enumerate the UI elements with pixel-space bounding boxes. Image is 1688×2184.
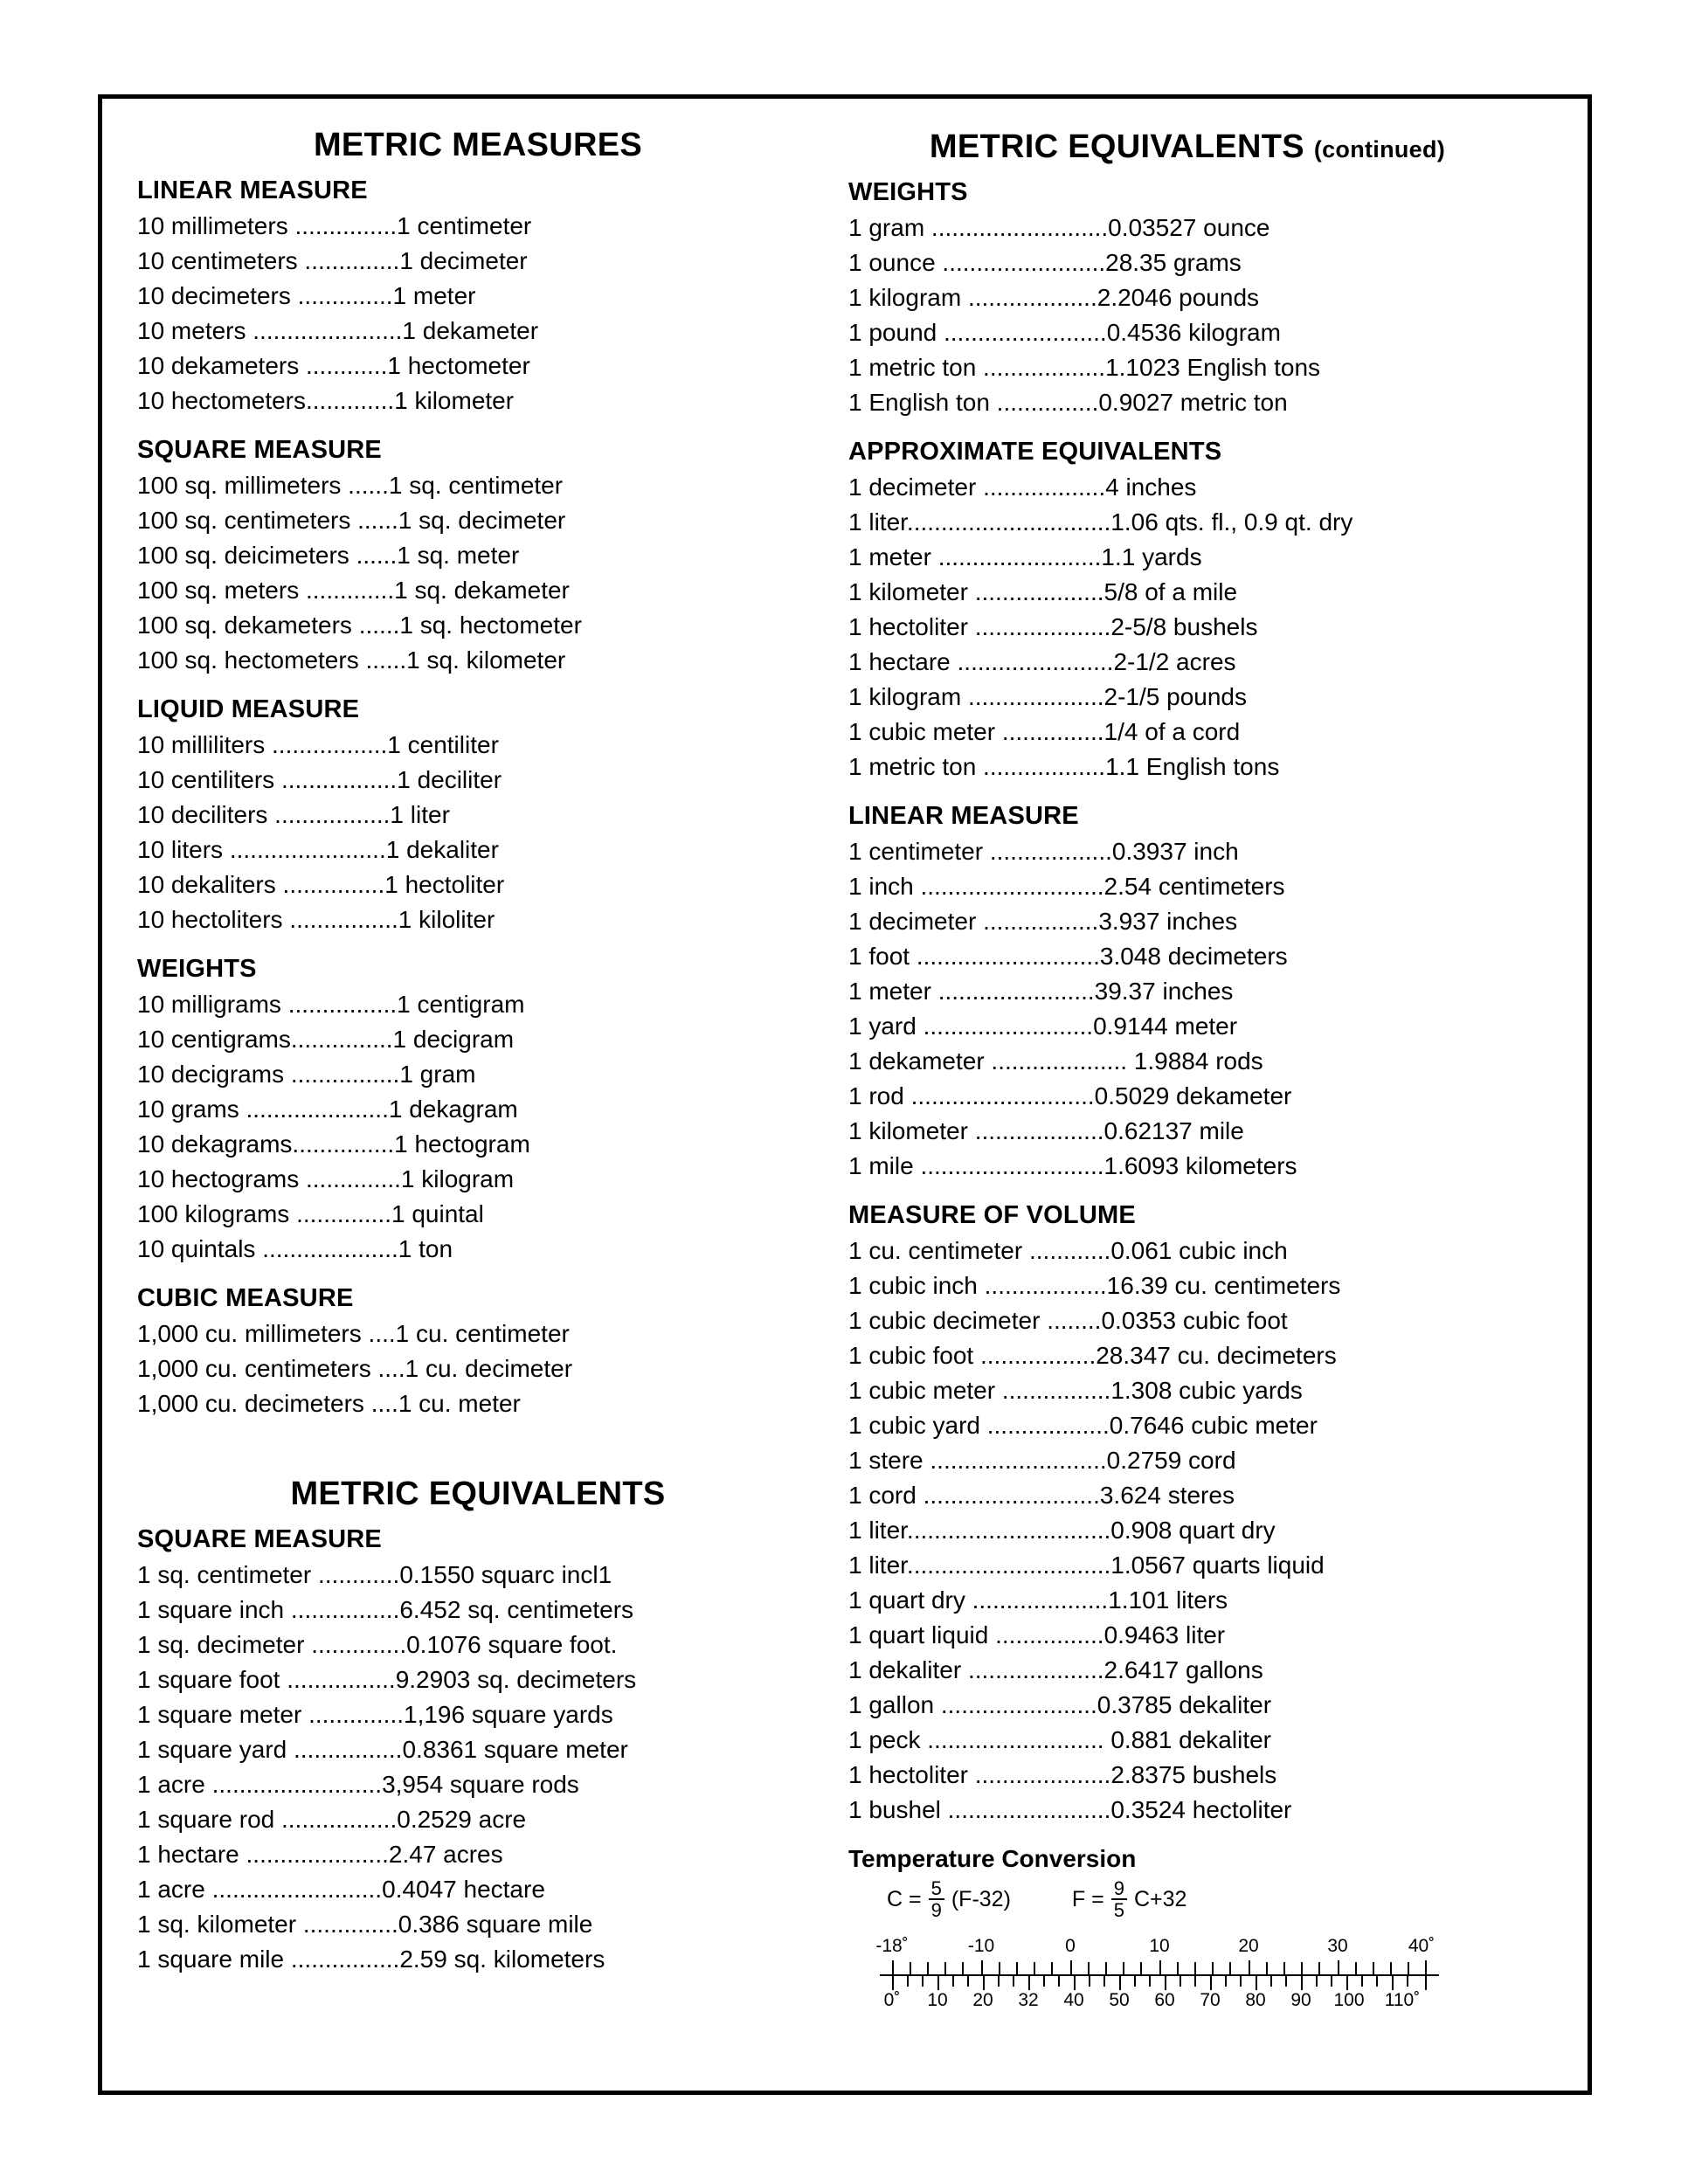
ruler-tick [1361, 1976, 1363, 1987]
conversion-row: 100 sq. meters .............1 sq. dekameter [137, 577, 570, 604]
ruler-graphic [880, 1960, 1439, 1990]
conversion-row: 1 liter..............................1.06 qts. fl., 0.9 qt. dry [848, 508, 1353, 536]
ruler-tick [1058, 1976, 1060, 1987]
section-square-measure-equivalents [137, 1525, 819, 1977]
section-approximate-equivalents [848, 438, 1526, 784]
ruler-tick [1028, 1976, 1030, 1990]
fraction-numerator: 5 [929, 1878, 944, 1900]
conversion-row: 1 ounce ........................28.35 grams [848, 249, 1242, 276]
conversion-row: 10 centimeters ..............1 decimeter [137, 247, 528, 274]
two-column-layout [102, 99, 1588, 2091]
ruler-tick [1338, 1960, 1339, 1974]
conversion-row: 1 sq. centimeter ............0.1550 squarc incl1 [137, 1561, 612, 1588]
ruler-tick [1034, 1962, 1035, 1974]
conversion-row: 1 cubic decimeter ........0.0353 cubic foot [848, 1307, 1288, 1334]
conversion-row: 1 kilometer ...................0.62137 mile [848, 1117, 1244, 1144]
left-column [137, 123, 827, 2091]
ruler-tick [1346, 1976, 1348, 1990]
celsius-label: 0 [1065, 1936, 1076, 1957]
fraction-nine-fifths [1111, 1878, 1127, 1920]
conversion-row: 1 cubic foot .................28.347 cu. decimeters [848, 1342, 1337, 1369]
ruler-tick [1165, 1976, 1166, 1990]
conversion-list [848, 1234, 1526, 1828]
ruler-tick [1105, 1962, 1107, 1974]
fraction-five-ninths [929, 1878, 944, 1920]
ruler-tick [1240, 1976, 1242, 1987]
conversion-row: 1 liter..............................1.0567 quarts liquid [848, 1552, 1325, 1579]
ruler-tick [1407, 1976, 1408, 1987]
page-title-metric-equivalents: METRIC EQUIVALENTS [290, 1476, 666, 1512]
conversion-row: 100 sq. deicimeters ......1 sq. meter [137, 542, 520, 569]
conversion-row: 10 decimeters ..............1 meter [137, 282, 476, 309]
conversion-row: 100 sq. centimeters ......1 sq. decimeter [137, 507, 566, 534]
conversion-row: 1 kilogram ....................2-1/5 pounds [848, 683, 1247, 710]
conversion-row: 1,000 cu. millimeters ....1 cu. centimeter [137, 1320, 570, 1347]
conversion-list [848, 834, 1526, 1184]
conversion-row: 1 hectare .....................2.47 acres [137, 1841, 503, 1868]
conversion-list [848, 470, 1526, 784]
ruler-tick [907, 1976, 909, 1987]
celsius-label: -10 [967, 1936, 995, 1957]
fahrenheit-label: 60 [1154, 1990, 1175, 2011]
section-temperature-conversion [848, 1845, 1526, 2015]
temperature-conversion-heading: Temperature Conversion [848, 1845, 1137, 1872]
ruler-tick [892, 1960, 894, 1974]
conversion-row: 1 hectoliter ....................2-5/8 bushels [848, 613, 1258, 640]
fahrenheit-label: 32 [1018, 1990, 1039, 2011]
conversion-row: 1 meter .......................39.37 inches [848, 978, 1234, 1005]
conversion-list [137, 209, 819, 418]
conversion-row: 100 sq. millimeters ......1 sq. centimeter [137, 472, 564, 499]
ruler-tick [1177, 1962, 1179, 1974]
ruler-tick [1425, 1976, 1427, 1990]
section-heading: SQUARE MEASURE [137, 436, 382, 464]
ruler-tick [1194, 1976, 1196, 1987]
ruler-tick [1256, 1976, 1257, 1990]
conversion-row: 1 sq. kilometer ..............0.386 square mile [137, 1911, 593, 1938]
conversion-row: 1 decimeter ..................4 inches [848, 473, 1197, 501]
ruler-tick [1088, 1962, 1090, 1974]
fraction-denominator: 9 [930, 1899, 942, 1922]
conversion-row: 1 acre .........................3,954 square rods [137, 1771, 579, 1798]
spacer [137, 1439, 819, 1470]
conversion-row: 10 meters ......................1 dekameter [137, 317, 539, 344]
conversion-row: 1 kilometer ...................5/8 of a mile [848, 578, 1238, 605]
conversion-row: 1 sq. decimeter ..............0.1076 square foot. [137, 1631, 618, 1658]
conversion-row: 1 foot ...........................3.048 decimeters [848, 943, 1288, 970]
section-heading: WEIGHTS [137, 955, 257, 983]
ruler-tick [1051, 1962, 1053, 1974]
formula-celsius-lead: C = [887, 1886, 922, 1911]
conversion-row: 10 decigrams ................1 gram [137, 1061, 476, 1088]
ruler-tick [1331, 1976, 1332, 1987]
conversion-row: 1 hectare .......................2-1/2 acres [848, 648, 1236, 675]
conversion-list [137, 468, 819, 678]
conversion-list [137, 1558, 819, 1977]
ruler-tick [1159, 1960, 1161, 1974]
fahrenheit-label: 110˚ [1384, 1990, 1421, 2011]
ruler-tick [1134, 1976, 1136, 1987]
conversion-row: 1 kilogram ...................2.2046 pounds [848, 284, 1260, 311]
celsius-label: -18˚ [875, 1936, 909, 1957]
temperature-scale [848, 1936, 1526, 2015]
conversion-row: 1 square yard ................0.8361 square meter [137, 1736, 628, 1763]
conversion-row: 1 cubic inch ..................16.39 cu. centimeters [848, 1272, 1341, 1299]
ruler-tick [1212, 1962, 1214, 1974]
ruler-tick [1318, 1962, 1320, 1974]
conversion-row: 1 decimeter .................3.937 inches [848, 908, 1238, 935]
conversion-row: 1 square rod .................0.2529 acre [137, 1806, 527, 1833]
ruler-tick [1316, 1976, 1318, 1987]
section-heading: CUBIC MEASURE [137, 1284, 354, 1312]
ruler-tick [1123, 1962, 1124, 1974]
ruler-tick [952, 1976, 954, 1987]
conversion-row: 10 hectoliters ................1 kiloliter [137, 906, 495, 933]
ruler-tick [1408, 1962, 1409, 1974]
conversion-row: 1 quart dry ....................1.101 liters [848, 1586, 1228, 1614]
conversion-row: 1 yard .........................0.9144 meter [848, 1013, 1238, 1040]
conversion-row: 100 sq. hectometers ......1 sq. kilometer [137, 646, 566, 674]
ruler-tick [1074, 1976, 1076, 1990]
conversion-row: 1 peck .......................... 0.881 dekaliter [848, 1726, 1271, 1753]
conversion-row: 10 millimeters ...............1 centimeter [137, 212, 532, 239]
conversion-row: 10 dekagrams...............1 hectogram [137, 1130, 530, 1158]
formula-fahrenheit [1072, 1878, 1187, 1920]
ruler-tick [1210, 1976, 1212, 1990]
conversion-row: 100 sq. dekameters ......1 sq. hectometer [137, 612, 582, 639]
ruler-tick [937, 1976, 939, 1990]
fraction-numerator: 9 [1111, 1878, 1127, 1900]
fraction-denominator: 5 [1113, 1899, 1124, 1922]
fahrenheit-label: 70 [1200, 1990, 1221, 2011]
ruler-tick [962, 1962, 964, 1974]
ruler-tick [999, 1962, 1000, 1974]
ruler-tick [1376, 1976, 1378, 1987]
ruler-tick [1043, 1976, 1045, 1987]
conversion-row: 1 English ton ...............0.9027 metric ton [848, 389, 1288, 416]
ruler-tick [1180, 1976, 1181, 1987]
conversion-row: 1 gallon .......................0.3785 dekaliter [848, 1691, 1272, 1718]
title-main: METRIC EQUIVALENTS [929, 128, 1304, 165]
title-continued-suffix: (continued) [1313, 136, 1446, 162]
formula-celsius [887, 1878, 1011, 1920]
section-heading: WEIGHTS [848, 178, 968, 206]
ruler-tick [1301, 1962, 1303, 1974]
conversion-row: 1 inch ...........................2.54 centimeters [848, 873, 1285, 900]
conversion-row: 1 square mile ................2.59 sq. kilometers [137, 1946, 605, 1973]
ruler-tick [1229, 1962, 1231, 1974]
ruler-tick [927, 1962, 929, 1974]
section-weights [137, 955, 819, 1267]
ruler-tick [1390, 1962, 1392, 1974]
ruler-tick [1194, 1962, 1196, 1974]
celsius-label: 20 [1238, 1936, 1259, 1957]
ruler-tick [910, 1962, 911, 1974]
section-weights-equivalents [848, 178, 1526, 420]
ruler-tick [1373, 1962, 1374, 1974]
fahrenheit-label: 20 [972, 1990, 993, 2011]
ruler-tick [892, 1976, 894, 1990]
fahrenheit-label: 40 [1063, 1990, 1084, 2011]
ruler-tick [1301, 1976, 1303, 1990]
ruler-tick [981, 1960, 983, 1974]
conversion-row: 10 deciliters .................1 liter [137, 801, 450, 828]
conversion-row: 1 metric ton ..................1.1023 English tons [848, 354, 1321, 381]
fahrenheit-label: 10 [927, 1990, 948, 2011]
formula-fahrenheit-lead: F = [1071, 1886, 1104, 1911]
conversion-row: 1 cu. centimeter ............0.061 cubic inch [848, 1237, 1288, 1264]
conversion-row: 1 quart liquid ................0.9463 liter [848, 1621, 1226, 1648]
ruler-tick [1149, 1976, 1151, 1987]
celsius-label: 10 [1149, 1936, 1170, 1957]
ruler-axis [880, 1974, 1439, 1976]
conversion-row: 1 dekameter .................... 1.9884 rods [848, 1047, 1263, 1075]
ruler-tick [1089, 1976, 1090, 1987]
ruler-tick [1270, 1976, 1272, 1987]
formula-celsius-tail: (F-32) [951, 1886, 1011, 1911]
conversion-list [137, 987, 819, 1267]
formula-fahrenheit-tail: C+32 [1134, 1886, 1187, 1911]
ruler-tick [1140, 1962, 1142, 1974]
conversion-list [848, 211, 1526, 420]
fahrenheit-scale-labels [880, 1990, 1439, 2015]
celsius-label: 30 [1327, 1936, 1348, 1957]
ruler-tick [944, 1962, 946, 1974]
ruler-tick [1425, 1960, 1427, 1974]
ruler-tick [1013, 1976, 1014, 1987]
conversion-row: 1 mile ...........................1.6093 kilometers [848, 1152, 1297, 1179]
conversion-row: 1 hectoliter ....................2.8375 bushels [848, 1761, 1277, 1788]
conversion-row: 10 centigrams...............1 decigram [137, 1026, 515, 1053]
ruler-tick [983, 1976, 985, 1990]
conversion-row: 10 grams .....................1 dekagram [137, 1095, 518, 1123]
ruler-tick [1266, 1962, 1268, 1974]
section-heading: LINEAR MEASURE [848, 802, 1079, 830]
conversion-row: 1 meter ........................1.1 yards [848, 543, 1202, 570]
page-title-metric-measures: METRIC MEASURES [313, 127, 643, 163]
conversion-row: 1 cord ..........................3.624 steres [848, 1482, 1235, 1509]
fahrenheit-label: 90 [1290, 1990, 1311, 2011]
conversion-row: 1 square inch ................6.452 sq. centimeters [137, 1596, 634, 1623]
ruler-tick [1249, 1960, 1250, 1974]
ruler-tick [1355, 1962, 1357, 1974]
conversion-row: 10 quintals ....................1 ton [137, 1235, 453, 1262]
temperature-formulas [848, 1878, 1526, 1920]
conversion-row: 1 acre .........................0.4047 hectare [137, 1876, 545, 1903]
document-page [98, 94, 1592, 2095]
ruler-tick [1070, 1960, 1072, 1974]
ruler-tick [1392, 1976, 1394, 1990]
section-heading: LINEAR MEASURE [137, 176, 368, 204]
section-heading: MEASURE OF VOLUME [848, 1201, 1136, 1229]
conversion-row: 1 stere ..........................0.2759 cord [848, 1447, 1236, 1474]
right-column [827, 123, 1526, 2091]
conversion-row: 1,000 cu. decimeters ....1 cu. meter [137, 1390, 521, 1417]
ruler-tick [1016, 1962, 1018, 1974]
conversion-row: 1 metric ton ..................1.1 English tons [848, 753, 1280, 780]
section-square-measure [137, 436, 819, 678]
ruler-tick [998, 1976, 1000, 1987]
conversion-row: 1 bushel ........................0.3524 hectoliter [848, 1796, 1292, 1823]
section-cubic-measure [137, 1284, 819, 1421]
section-heading: LIQUID MEASURE [137, 695, 360, 723]
section-liquid-measure [137, 695, 819, 937]
ruler-tick [1283, 1962, 1285, 1974]
conversion-row: 10 dekameters ............1 hectometer [137, 352, 530, 379]
conversion-row: 10 milliliters .................1 centiliter [137, 731, 499, 758]
conversion-list [137, 728, 819, 937]
conversion-row: 10 hectometers.............1 kilometer [137, 387, 515, 414]
conversion-row: 1 centimeter ..................0.3937 inch [848, 838, 1239, 865]
conversion-row: 10 hectograms ..............1 kilogram [137, 1165, 515, 1192]
conversion-row: 1 cubic yard ..................0.7646 cubic meter [848, 1412, 1318, 1439]
conversion-row: 10 milligrams ................1 centigram [137, 991, 525, 1018]
conversion-row: 1 dekaliter ....................2.6417 gallons [848, 1656, 1263, 1683]
celsius-label: 40˚ [1408, 1936, 1435, 1957]
ruler-tick [967, 1976, 969, 1987]
ruler-tick [1285, 1976, 1287, 1987]
conversion-row: 1 liter..............................0.908 quart dry [848, 1517, 1276, 1544]
fahrenheit-label: 0˚ [883, 1990, 901, 2011]
ruler-tick [922, 1976, 924, 1987]
ruler-tick [1119, 1976, 1121, 1990]
conversion-row: 10 liters .......................1 dekaliter [137, 836, 499, 863]
conversion-row: 1 square foot ................9.2903 sq. decimeters [137, 1666, 637, 1693]
section-heading: SQUARE MEASURE [137, 1525, 382, 1553]
fahrenheit-label: 100 [1333, 1990, 1365, 2011]
conversion-row: 10 centiliters .................1 deciliter [137, 766, 502, 793]
ruler-tick [1103, 1976, 1105, 1987]
section-heading: APPROXIMATE EQUIVALENTS [848, 438, 1222, 466]
page-title-metric-equivalents-continued [848, 128, 1526, 166]
conversion-row: 10 dekaliters ...............1 hectoliter [137, 871, 505, 898]
ruler-tick [1225, 1976, 1227, 1987]
conversion-row: 1 pound ........................0.4536 kilogram [848, 319, 1281, 346]
conversion-list [137, 1317, 819, 1421]
conversion-row: 1,000 cu. centimeters ....1 cu. decimeter [137, 1355, 573, 1382]
conversion-row: 1 square meter ..............1,196 square yards [137, 1701, 613, 1728]
conversion-row: 1 cubic meter ...............1/4 of a cord [848, 718, 1241, 745]
conversion-row: 100 kilograms ..............1 quintal [137, 1200, 484, 1227]
fahrenheit-label: 80 [1245, 1990, 1266, 2011]
fahrenheit-label: 50 [1109, 1990, 1130, 2011]
section-linear-measure-equivalents [848, 802, 1526, 1184]
conversion-row: 1 rod ...........................0.5029 dekameter [848, 1082, 1292, 1109]
celsius-scale-labels [875, 1936, 1439, 1960]
conversion-row: 1 cubic meter ................1.308 cubic yards [848, 1377, 1303, 1404]
section-measure-of-volume [848, 1201, 1526, 1828]
conversion-row: 1 gram ..........................0.03527 ounce [848, 214, 1270, 241]
section-linear-measure [137, 176, 819, 418]
